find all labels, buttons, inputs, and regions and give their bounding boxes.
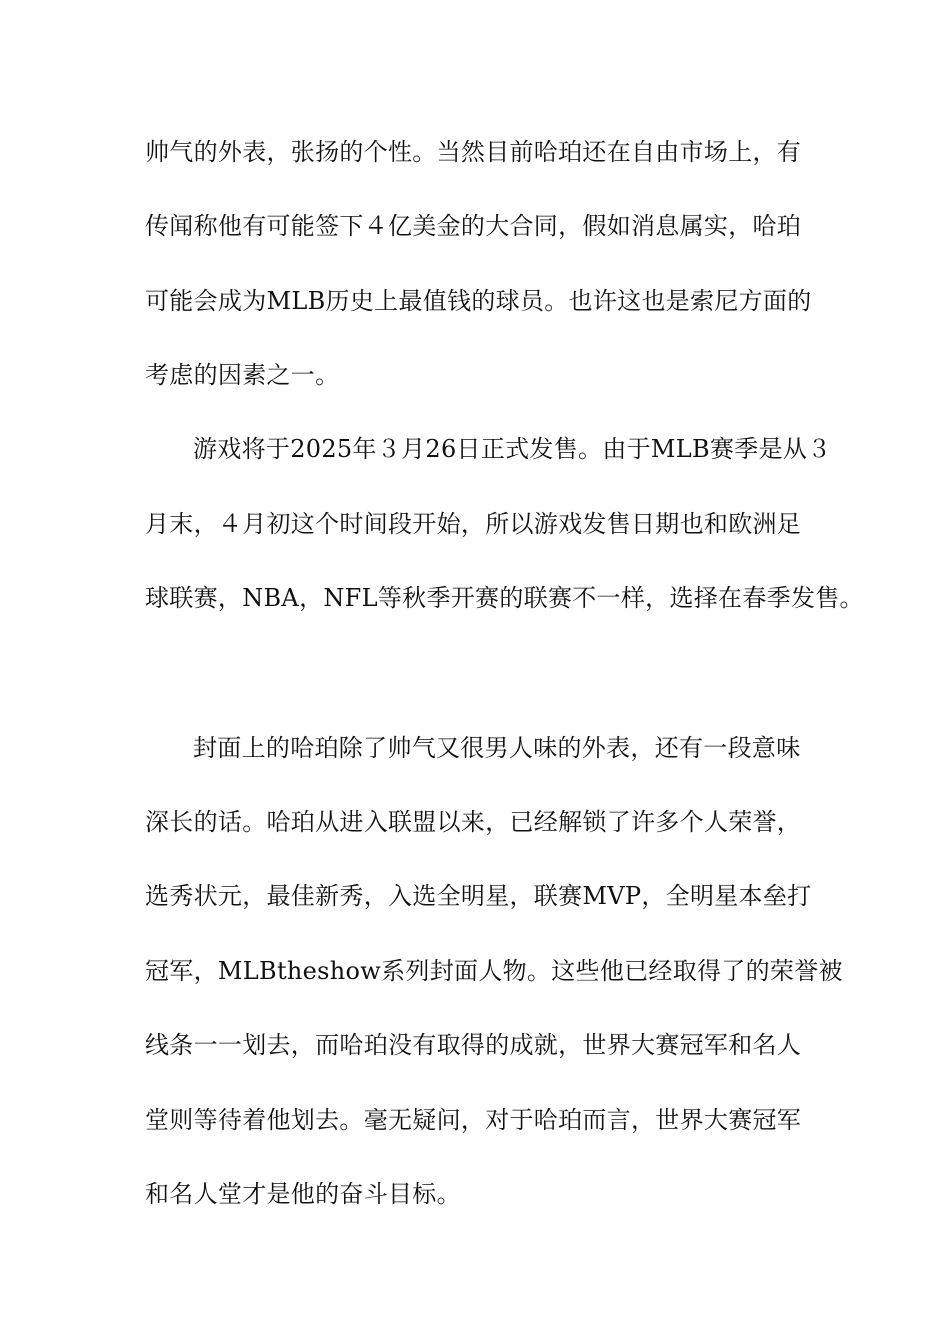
paragraph-3-line-4: 冠军，MLBtheshow系列封面人物。这些他已经取得了的荣誉被 [145,957,843,985]
paragraph-1-line-1: 帅气的外表，张扬的个性。当然目前哈珀还在自由市场上，有 [145,138,802,166]
paragraph-3-line-2: 深长的话。哈珀从进入联盟以来，已经解锁了许多个人荣誉， [145,808,802,836]
paragraph-3-line-7: 和名人堂才是他的奋斗目标。 [145,1180,461,1208]
paragraph-1-line-2: 传闻称他有可能签下４亿美金的大合同，假如消息属实，哈珀 [145,212,802,240]
paragraph-3-line-1: 封面上的哈珀除了帅气又很男人味的外表，还有一段意味 [193,734,801,762]
paragraph-1-line-4: 考虑的因素之一。 [145,361,340,389]
paragraph-1-line-3: 可能会成为MLB历史上最值钱的球员。也许这也是索尼方面的 [145,287,812,315]
paragraph-2-line-2: 月末，４月初这个时间段开始，所以游戏发售日期也和欧洲足 [145,510,802,538]
paragraph-3-line-6: 堂则等待着他划去。毫无疑问，对于哈珀而言，世界大赛冠军 [145,1106,802,1134]
paragraph-2-line-3: 球联赛，NBA，NFL等秋季开赛的联赛不一样，选择在春季发售。 [145,584,864,612]
paragraph-3-line-5: 线条一一划去，而哈珀没有取得的成就，世界大赛冠军和名人 [145,1031,802,1059]
paragraph-2-line-1: 游戏将于2025年３月26日正式发售。由于MLB赛季是从３ [193,435,832,463]
paragraph-3-line-3: 选秀状元，最佳新秀，入选全明星，联赛MVP，全明星本垒打 [145,882,812,910]
